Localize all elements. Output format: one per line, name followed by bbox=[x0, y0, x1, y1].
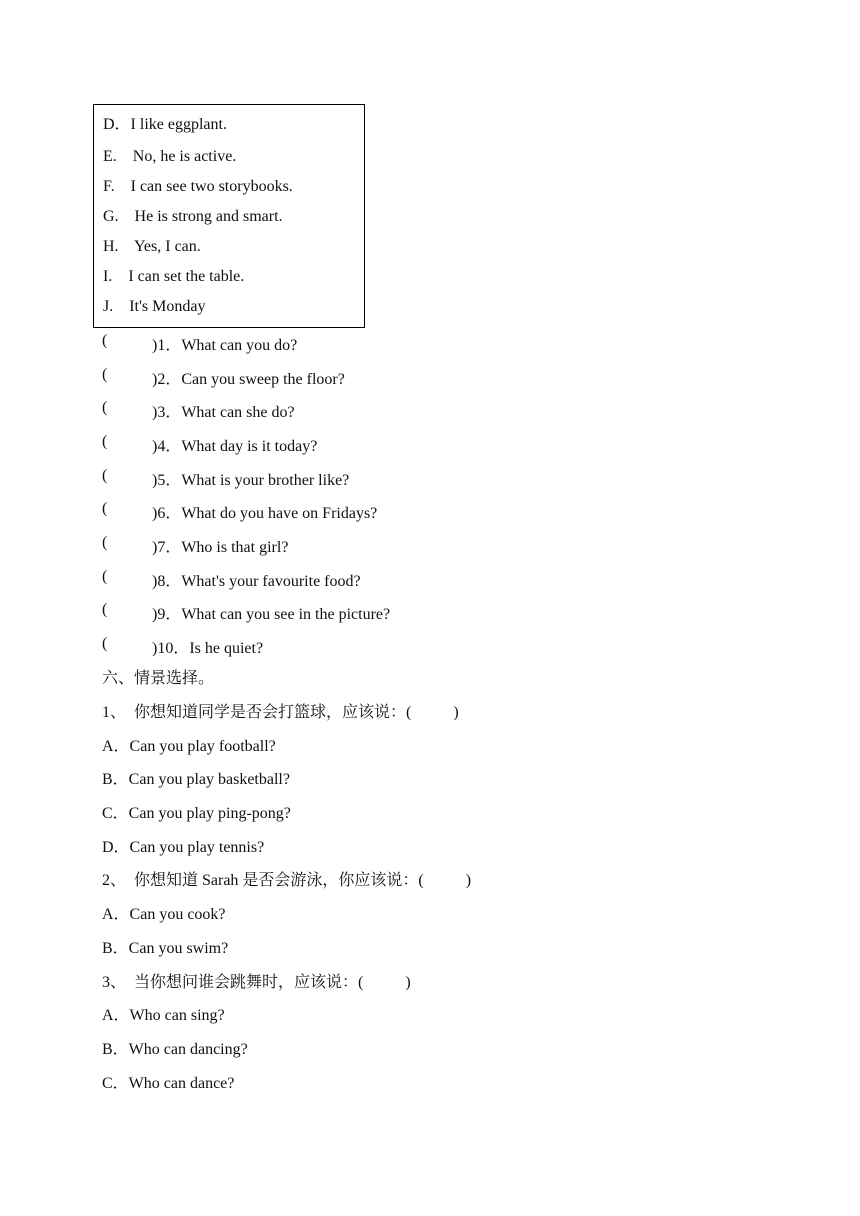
question-7 bbox=[102, 534, 602, 554]
situation-question-1 bbox=[102, 703, 459, 723]
option-f: F. I can see two storybooks. bbox=[103, 178, 293, 195]
answer-blank[interactable]: ( bbox=[102, 467, 108, 484]
section-title: 六、情景选择。 bbox=[102, 670, 215, 687]
question-text: )4．What day is it today? bbox=[152, 438, 318, 455]
option-e: E. No, he is active. bbox=[103, 148, 237, 165]
question-4 bbox=[102, 433, 602, 453]
answer-blank[interactable]: ( bbox=[102, 500, 108, 517]
question-text: )2．Can you sweep the floor? bbox=[152, 371, 345, 388]
q1-option-b: B．Can you play basketball? bbox=[102, 771, 290, 788]
question-5 bbox=[102, 467, 602, 487]
q3-option-b: B．Who can dancing? bbox=[102, 1041, 248, 1058]
answer-options-box bbox=[93, 104, 365, 328]
situation-question-3 bbox=[102, 973, 411, 993]
question-text: )8．What's your favourite food? bbox=[152, 573, 361, 590]
q1-option-c: C．Can you play ping-pong? bbox=[102, 805, 291, 822]
answer-blank[interactable]: ( bbox=[102, 635, 108, 652]
situation-question-2 bbox=[102, 871, 471, 891]
close-paren: ) bbox=[453, 704, 459, 721]
q2-option-b: B．Can you swim? bbox=[102, 940, 229, 957]
question-10 bbox=[102, 635, 602, 655]
answer-blank[interactable]: ( bbox=[102, 399, 108, 416]
question-text: )7．Who is that girl? bbox=[152, 539, 289, 556]
question-text: )1．What can you do? bbox=[152, 337, 298, 354]
situation-prompt: 1、 你想知道同学是否会打篮球，应该说：( bbox=[102, 704, 412, 721]
q3-option-a: A．Who can sing? bbox=[102, 1007, 225, 1024]
option-h: H. Yes, I can. bbox=[103, 238, 201, 255]
answer-blank[interactable]: ( bbox=[102, 366, 108, 383]
question-3 bbox=[102, 399, 602, 419]
q3-option-c: C．Who can dance? bbox=[102, 1075, 235, 1092]
question-2 bbox=[102, 366, 602, 386]
question-text: )9．What can you see in the picture? bbox=[152, 606, 391, 623]
option-g: G. He is strong and smart. bbox=[103, 208, 283, 225]
question-1 bbox=[102, 332, 602, 352]
close-paren: ) bbox=[465, 872, 472, 889]
close-paren: ) bbox=[405, 974, 411, 991]
question-text: )6．What do you have on Fridays? bbox=[152, 505, 378, 522]
question-text: )10．Is he quiet? bbox=[152, 640, 264, 657]
answer-blank[interactable]: ( bbox=[102, 332, 108, 349]
option-d: D．I like eggplant. bbox=[103, 116, 227, 133]
q1-option-d: D．Can you play tennis? bbox=[102, 839, 265, 856]
option-i: I. I can set the table. bbox=[103, 268, 245, 285]
option-j: J. It's Monday bbox=[103, 298, 206, 315]
question-text: )3．What can she do? bbox=[152, 404, 295, 421]
answer-blank[interactable]: ( bbox=[102, 433, 108, 450]
answer-blank[interactable]: ( bbox=[102, 568, 108, 585]
question-text: )5．What is your brother like? bbox=[152, 472, 350, 489]
situation-prompt: 2、 你想知道 Sarah 是否会游泳，你应该说：( bbox=[102, 872, 424, 889]
q1-option-a: A．Can you play football? bbox=[102, 738, 276, 755]
answer-blank[interactable]: ( bbox=[102, 601, 108, 618]
question-9 bbox=[102, 601, 602, 621]
situation-prompt: 3、 当你想问谁会跳舞时，应该说：( bbox=[102, 974, 364, 991]
answer-blank[interactable]: ( bbox=[102, 534, 108, 551]
question-6 bbox=[102, 500, 602, 520]
q2-option-a: A．Can you cook? bbox=[102, 906, 226, 923]
question-8 bbox=[102, 568, 602, 588]
